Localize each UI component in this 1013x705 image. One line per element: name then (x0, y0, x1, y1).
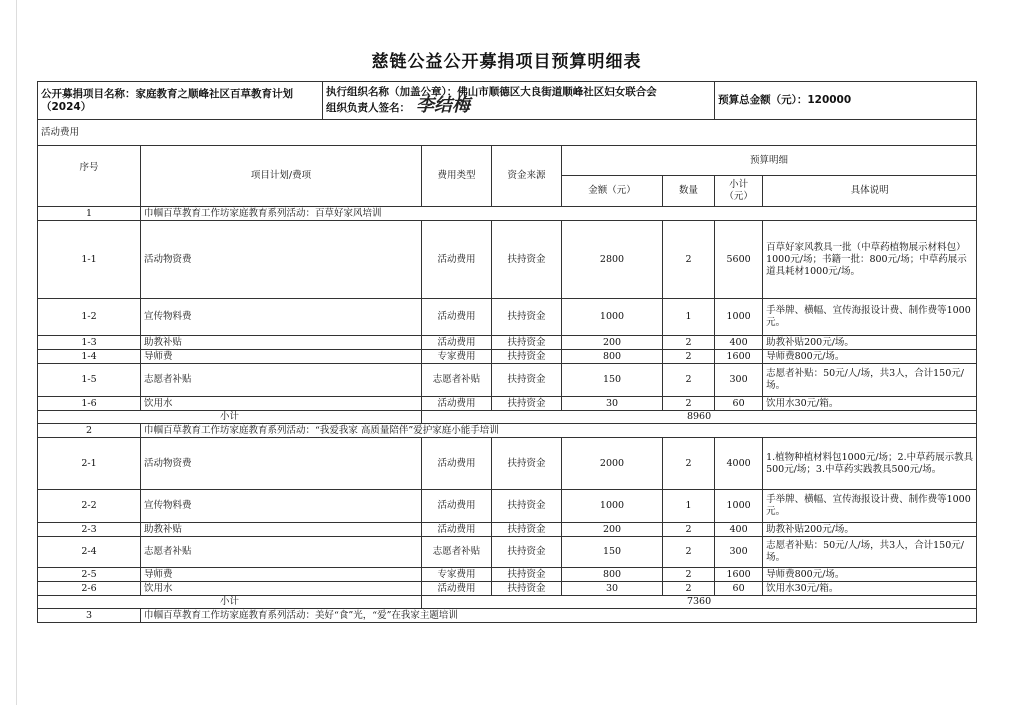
row-desc: 导师费800元/场。 (763, 568, 977, 582)
row-qty: 2 (663, 438, 715, 490)
group-number: 1 (38, 207, 141, 221)
row-source: 扶持资金 (492, 490, 562, 523)
group-title-row (38, 609, 977, 623)
row-amount: 1000 (562, 299, 663, 336)
row-amount: 2000 (562, 438, 663, 490)
row-subtotal: 400 (715, 336, 763, 350)
row-item: 宣传物料费 (141, 490, 422, 523)
row-qty: 2 (663, 221, 715, 299)
row-subtotal: 5600 (715, 221, 763, 299)
table-row (38, 299, 977, 336)
row-number: 2-2 (38, 490, 141, 523)
subtotal-value: 7360 (422, 596, 977, 609)
row-type: 活动费用 (422, 438, 492, 490)
row-qty: 2 (663, 523, 715, 537)
row-subtotal: 300 (715, 364, 763, 397)
row-amount: 150 (562, 537, 663, 568)
row-desc: 百草好家风教具一批（中草药植物展示材料包）1000元/场；书籍一批：800元/场；中草药展示道具耗材1000元/场。 (763, 221, 977, 299)
row-source: 扶持资金 (492, 537, 562, 568)
row-desc: 饮用水30元/箱。 (763, 582, 977, 596)
col-item: 项目计划/费项 (141, 146, 422, 207)
org-info (323, 82, 715, 120)
row-subtotal: 1000 (715, 299, 763, 336)
row-desc: 手举牌、横幅、宣传海报设计费、制作费等1000元。 (763, 299, 977, 336)
row-source: 扶持资金 (492, 438, 562, 490)
budget-table (37, 81, 977, 623)
row-item: 助教补贴 (141, 336, 422, 350)
row-type: 志愿者补贴 (422, 537, 492, 568)
page-title: 慈链公益公开募捐项目预算明细表 (371, 52, 642, 72)
row-number: 2-6 (38, 582, 141, 596)
col-type: 费用类型 (422, 146, 492, 207)
group-title: 巾帼百草教育工作坊家庭教育系列活动：美好“食”光，“爱”在我家主题培训 (141, 609, 977, 623)
table-row (38, 221, 977, 299)
row-amount: 150 (562, 364, 663, 397)
row-amount: 1000 (562, 490, 663, 523)
row-desc: 1.植物种植材料包1000元/场；2.中草药展示教具500元/场；3.中草药实践教具500元/场。 (763, 438, 977, 490)
row-amount: 200 (562, 523, 663, 537)
row-source: 扶持资金 (492, 299, 562, 336)
row-desc: 助教补贴200元/场。 (763, 523, 977, 537)
project-header-row (38, 82, 977, 120)
group-number: 2 (38, 424, 141, 438)
row-number: 1-3 (38, 336, 141, 350)
col-amount: 金额（元） (562, 176, 663, 207)
group-number: 3 (38, 609, 141, 623)
row-source: 扶持资金 (492, 582, 562, 596)
row-number: 1-6 (38, 397, 141, 411)
row-desc: 导师费800元/场。 (763, 350, 977, 364)
project-name: 公开募捐项目名称：家庭教育之顺峰社区百草教育计划（2024） (38, 82, 323, 120)
row-type: 活动费用 (422, 336, 492, 350)
subtotal-row (38, 411, 977, 424)
row-number: 2-3 (38, 523, 141, 537)
row-subtotal: 4000 (715, 438, 763, 490)
row-number: 1-5 (38, 364, 141, 397)
table-row (38, 397, 977, 411)
row-type: 志愿者补贴 (422, 364, 492, 397)
row-desc: 助教补贴200元/场。 (763, 336, 977, 350)
row-type: 活动费用 (422, 490, 492, 523)
signature-image: 李结梅 (416, 95, 471, 116)
org-name: 执行组织名称（加盖公章）：佛山市顺德区大良街道顺峰社区妇女联合会 (326, 86, 657, 98)
row-desc: 饮用水30元/箱。 (763, 397, 977, 411)
subtotal-row (38, 596, 977, 609)
row-item: 饮用水 (141, 582, 422, 596)
row-qty: 1 (663, 299, 715, 336)
col-subtotal: 小计（元） (715, 176, 763, 207)
row-source: 扶持资金 (492, 568, 562, 582)
row-type: 活动费用 (422, 397, 492, 411)
subtotal-value: 8960 (422, 411, 977, 424)
row-number: 1-1 (38, 221, 141, 299)
row-item: 饮用水 (141, 397, 422, 411)
row-subtotal: 1600 (715, 568, 763, 582)
row-amount: 800 (562, 350, 663, 364)
table-row (38, 490, 977, 523)
row-amount: 800 (562, 568, 663, 582)
row-amount: 200 (562, 336, 663, 350)
row-subtotal: 60 (715, 582, 763, 596)
col-source: 资金来源 (492, 146, 562, 207)
row-type: 专家费用 (422, 568, 492, 582)
row-amount: 30 (562, 397, 663, 411)
row-number: 2-1 (38, 438, 141, 490)
row-source: 扶持资金 (492, 336, 562, 350)
table-row (38, 582, 977, 596)
row-subtotal: 1600 (715, 350, 763, 364)
row-item: 活动物资费 (141, 438, 422, 490)
col-desc: 具体说明 (763, 176, 977, 207)
row-type: 活动费用 (422, 582, 492, 596)
row-item: 导师费 (141, 568, 422, 582)
row-qty: 2 (663, 568, 715, 582)
group-title: 巾帼百草教育工作坊家庭教育系列活动：百草好家风培训 (141, 207, 977, 221)
subtotal-label: 小计 (38, 596, 422, 609)
table-row (38, 523, 977, 537)
group-title: 巾帼百草教育工作坊家庭教育系列活动：“我爱我家 高质量陪伴”爱护家庭小能手培训 (141, 424, 977, 438)
table-row (38, 568, 977, 582)
row-item: 宣传物料费 (141, 299, 422, 336)
row-subtotal: 400 (715, 523, 763, 537)
row-number: 2-5 (38, 568, 141, 582)
row-number: 1-2 (38, 299, 141, 336)
row-item: 志愿者补贴 (141, 537, 422, 568)
org-leader (326, 95, 711, 116)
row-subtotal: 60 (715, 397, 763, 411)
row-subtotal: 300 (715, 537, 763, 568)
column-header-row (38, 146, 977, 176)
budget-total: 预算总金额（元）：120000 (715, 82, 977, 120)
row-item: 志愿者补贴 (141, 364, 422, 397)
row-qty: 2 (663, 336, 715, 350)
row-source: 扶持资金 (492, 523, 562, 537)
table-row (38, 364, 977, 397)
row-type: 活动费用 (422, 221, 492, 299)
row-qty: 2 (663, 582, 715, 596)
row-amount: 30 (562, 582, 663, 596)
section-label: 活动费用 (38, 120, 977, 146)
row-number: 2-4 (38, 537, 141, 568)
group-title-row (38, 424, 977, 438)
row-source: 扶持资金 (492, 221, 562, 299)
row-source: 扶持资金 (492, 350, 562, 364)
row-item: 导师费 (141, 350, 422, 364)
row-type: 活动费用 (422, 523, 492, 537)
table-row (38, 438, 977, 490)
row-qty: 1 (663, 490, 715, 523)
col-detail-group: 预算明细 (562, 146, 977, 176)
row-subtotal: 1000 (715, 490, 763, 523)
group-title-row (38, 207, 977, 221)
col-no: 序号 (38, 146, 141, 207)
scan-edge (16, 0, 17, 705)
row-amount: 2800 (562, 221, 663, 299)
row-qty: 2 (663, 537, 715, 568)
row-qty: 2 (663, 364, 715, 397)
row-number: 1-4 (38, 350, 141, 364)
row-source: 扶持资金 (492, 397, 562, 411)
col-qty: 数量 (663, 176, 715, 207)
section-row (38, 120, 977, 146)
row-source: 扶持资金 (492, 364, 562, 397)
row-type: 活动费用 (422, 299, 492, 336)
row-item: 活动物资费 (141, 221, 422, 299)
row-desc: 志愿者补贴：50元/人/场，共3人，合计150元/场。 (763, 537, 977, 568)
row-qty: 2 (663, 350, 715, 364)
row-desc: 志愿者补贴：50元/人/场，共3人，合计150元/场。 (763, 364, 977, 397)
row-type: 专家费用 (422, 350, 492, 364)
table-row (38, 336, 977, 350)
subtotal-label: 小计 (38, 411, 422, 424)
table-row (38, 537, 977, 568)
row-desc: 手举牌、横幅、宣传海报设计费、制作费等1000元。 (763, 490, 977, 523)
row-item: 助教补贴 (141, 523, 422, 537)
org-leader-label: 组织负责人签名： (326, 102, 411, 114)
table-row (38, 350, 977, 364)
row-qty: 2 (663, 397, 715, 411)
